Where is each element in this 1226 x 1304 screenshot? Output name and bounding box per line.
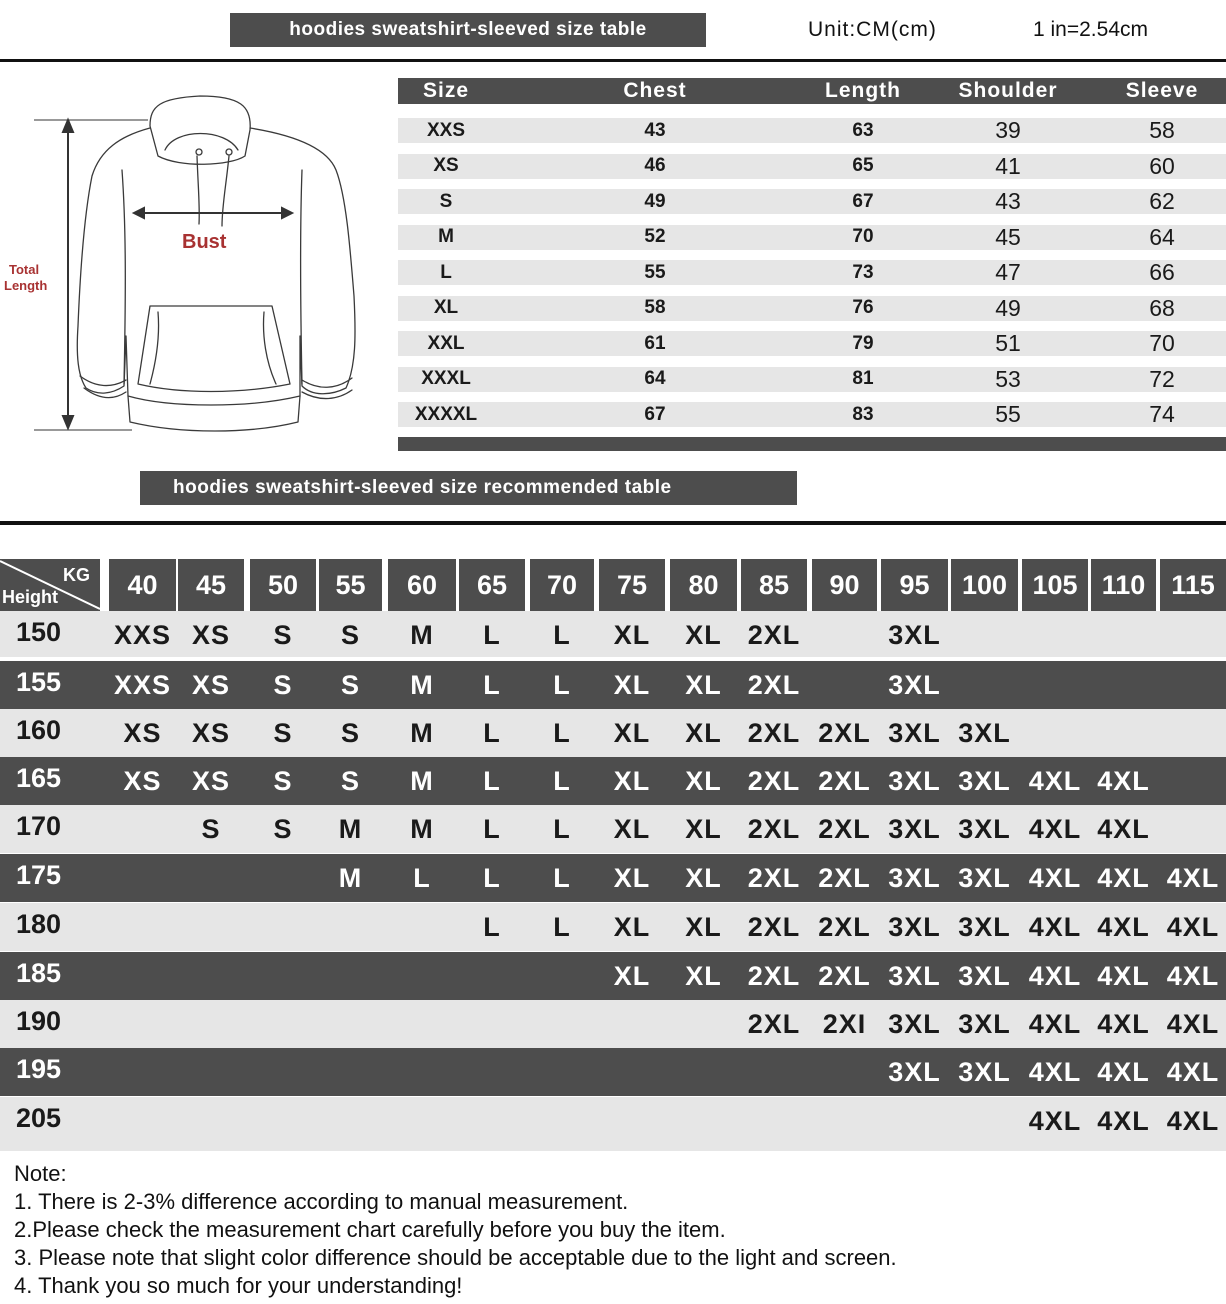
size-recommendation: 4XL bbox=[1097, 1106, 1150, 1136]
size-recommendation: L bbox=[483, 863, 501, 893]
size-table-header bbox=[398, 78, 1226, 104]
recommended-row bbox=[0, 1097, 1226, 1151]
size-cell: 79 bbox=[852, 332, 874, 354]
size-recommendation: S bbox=[273, 670, 293, 700]
size-cell: 39 bbox=[995, 117, 1021, 143]
size-recommendation: L bbox=[553, 718, 571, 748]
size-recommendation: 2XL bbox=[747, 670, 801, 700]
size-recommendation: 2XL bbox=[818, 912, 871, 942]
size-table-row bbox=[398, 118, 1226, 143]
height-value: 175 bbox=[16, 860, 62, 890]
size-cell: 65 bbox=[852, 155, 874, 176]
size-recommendation: XL bbox=[613, 670, 651, 700]
size-recommendation: L bbox=[483, 766, 501, 796]
size-recommendation: S bbox=[340, 766, 361, 796]
size-recommendation: M bbox=[410, 620, 434, 650]
size-recommendation: 4XL bbox=[1097, 1009, 1150, 1039]
bust-label: Bust bbox=[182, 231, 227, 253]
size-cell: 67 bbox=[852, 190, 874, 212]
size-recommendation: 4XL bbox=[1166, 1009, 1220, 1039]
size-recommendation: L bbox=[553, 863, 571, 893]
size-table-row bbox=[398, 331, 1226, 356]
size-recommendation: 3XL bbox=[958, 1009, 1011, 1039]
size-recommendation: 3XL bbox=[888, 766, 941, 796]
size-cell: XXL bbox=[427, 332, 465, 354]
size-recommendation: L bbox=[553, 766, 571, 796]
weight-header: 55 bbox=[319, 559, 382, 611]
recommended-row bbox=[0, 854, 1226, 902]
size-recommendation: L bbox=[483, 620, 501, 650]
size-recommendation: XS bbox=[123, 718, 162, 748]
weight-header: 45 bbox=[178, 559, 244, 611]
size-cell: 67 bbox=[644, 403, 666, 425]
size-recommendation: 3XL bbox=[958, 863, 1011, 893]
corner-cell bbox=[0, 559, 100, 611]
size-recommendation: S bbox=[340, 670, 361, 700]
weight-header: 70 bbox=[530, 559, 594, 611]
size-recommendation: XL bbox=[613, 620, 651, 650]
size-recommendation: XL bbox=[685, 912, 722, 942]
note-line: 2.Please check the measurement chart carefully before you buy the item. bbox=[14, 1217, 726, 1242]
weight-header: 105 bbox=[1022, 559, 1088, 611]
size-recommendation: S bbox=[340, 718, 361, 748]
size-recommendation: 3XL bbox=[958, 912, 1011, 942]
size-cell: 66 bbox=[1149, 259, 1175, 285]
size-recommendation: 3XL bbox=[888, 670, 941, 700]
size-recommendation: 4XL bbox=[1097, 1057, 1150, 1087]
size-cell: XL bbox=[433, 297, 459, 318]
top-divider bbox=[0, 59, 1226, 62]
size-recommendation: 4XL bbox=[1166, 863, 1220, 893]
body-outline bbox=[77, 128, 355, 405]
size-recommendation: 3XL bbox=[958, 814, 1011, 844]
size-cell: 63 bbox=[852, 119, 874, 141]
size-table-row bbox=[398, 260, 1226, 285]
size-recommendation: L bbox=[483, 912, 501, 942]
size-recommendation: 2XL bbox=[747, 1009, 801, 1039]
size-recommendation: S bbox=[273, 718, 293, 748]
middle-divider bbox=[0, 521, 1226, 525]
size-recommendation: XL bbox=[685, 961, 722, 991]
size-recommendation: 3XL bbox=[888, 1057, 941, 1087]
size-recommendation: XS bbox=[191, 670, 231, 700]
size-recommendation: 2XL bbox=[818, 863, 871, 893]
size-recommendation: 4XL bbox=[1097, 912, 1150, 942]
size-recommendation: 4XL bbox=[1028, 863, 1082, 893]
size-recommendation: 4XL bbox=[1097, 814, 1150, 844]
size-recommendation: 4XL bbox=[1028, 1106, 1082, 1136]
size-recommendation: 4XL bbox=[1166, 1057, 1220, 1087]
size-recommendation: M bbox=[338, 863, 363, 893]
size-recommendation: 2XL bbox=[747, 863, 801, 893]
size-recommendation: M bbox=[338, 814, 363, 844]
height-value: 160 bbox=[16, 715, 62, 745]
size-cell: 73 bbox=[852, 261, 874, 283]
size-cell: 55 bbox=[644, 261, 666, 283]
size-recommendation: 4XL bbox=[1028, 912, 1082, 942]
size-recommendation: 2XL bbox=[747, 766, 801, 796]
weight-header: 110 bbox=[1091, 559, 1156, 611]
notes-title: Note: bbox=[14, 1161, 67, 1186]
pocket-outline bbox=[138, 306, 290, 392]
height-value: 205 bbox=[16, 1103, 62, 1133]
note-line: 4. Thank you so much for your understanding! bbox=[14, 1273, 463, 1298]
size-recommendation: 3XL bbox=[888, 863, 941, 893]
size-table-row bbox=[398, 296, 1226, 321]
col-shoulder: Shoulder bbox=[958, 79, 1058, 102]
size-cell: 68 bbox=[1149, 294, 1175, 321]
size-recommendation: 3XL bbox=[888, 814, 941, 844]
size-recommendation: 3XL bbox=[888, 912, 941, 942]
size-table-title: hoodies sweatshirt-sleeved size table bbox=[230, 13, 706, 47]
unit-label: Unit:CM(cm) bbox=[808, 18, 937, 41]
size-cell: 83 bbox=[852, 403, 874, 425]
size-recommendation: 3XL bbox=[958, 1057, 1011, 1087]
weight-header: 50 bbox=[250, 559, 316, 611]
size-cell: M bbox=[438, 226, 454, 247]
hoodie-illustration bbox=[0, 66, 392, 446]
size-table-row bbox=[398, 367, 1226, 392]
size-recommendation: S bbox=[273, 814, 293, 844]
size-cell: 55 bbox=[995, 401, 1021, 427]
size-recommendation: 3XL bbox=[958, 766, 1011, 796]
size-recommendation: L bbox=[553, 814, 571, 844]
size-recommendation: 3XL bbox=[888, 718, 941, 748]
size-recommendation: XL bbox=[613, 718, 651, 748]
size-recommendation: XXS bbox=[113, 620, 172, 650]
size-recommendation: 4XL bbox=[1166, 912, 1220, 942]
size-recommendation: L bbox=[483, 670, 501, 700]
size-recommendation: XL bbox=[613, 814, 651, 844]
size-recommendation: 4XL bbox=[1097, 961, 1150, 991]
size-recommendation: 2XL bbox=[747, 912, 801, 942]
size-recommendation: XXS bbox=[113, 670, 172, 700]
size-recommendation: M bbox=[410, 814, 434, 844]
size-cell: 60 bbox=[1149, 152, 1175, 179]
total-length-label: Total bbox=[9, 262, 40, 277]
size-recommendation: XS bbox=[191, 718, 231, 748]
size-recommendation: XL bbox=[685, 863, 722, 893]
total-length-label-2: Length bbox=[4, 278, 48, 293]
size-recommendation: 4XL bbox=[1166, 1106, 1220, 1136]
col-size: Size bbox=[422, 79, 470, 102]
size-cell: 53 bbox=[995, 365, 1021, 392]
recommended-row bbox=[0, 709, 1226, 757]
hood-outline bbox=[150, 96, 250, 164]
height-value: 190 bbox=[16, 1006, 62, 1036]
size-recommendation: XL bbox=[685, 718, 722, 748]
recommended-row bbox=[0, 903, 1226, 951]
size-recommendation: 2XI bbox=[822, 1009, 867, 1039]
size-recommendation: 3XL bbox=[958, 961, 1011, 991]
size-recommendation: XS bbox=[191, 766, 231, 796]
weight-header: 75 bbox=[599, 559, 665, 611]
size-recommendation: XS bbox=[191, 620, 231, 650]
conversion-label: 1 in=2.54cm bbox=[1033, 18, 1148, 41]
size-recommendation: 3XL bbox=[888, 1009, 941, 1039]
size-recommendation: 4XL bbox=[1028, 1009, 1082, 1039]
weight-header: 115 bbox=[1160, 559, 1226, 611]
size-cell: XXS bbox=[426, 119, 466, 141]
height-value: 150 bbox=[16, 617, 62, 647]
size-cell: 64 bbox=[1149, 223, 1175, 250]
size-cell: 62 bbox=[1149, 188, 1175, 214]
size-cell: 72 bbox=[1149, 365, 1175, 392]
size-recommendation: L bbox=[413, 863, 431, 893]
size-cell: 49 bbox=[995, 294, 1021, 321]
size-cell: 76 bbox=[852, 297, 874, 318]
size-recommendation: XL bbox=[685, 670, 722, 700]
note-line: 3. Please note that slight color difference should be acceptable due to the light and screen. bbox=[14, 1245, 897, 1270]
size-cell: L bbox=[440, 261, 452, 283]
weight-header: 85 bbox=[741, 559, 807, 611]
height-value: 195 bbox=[16, 1054, 62, 1084]
size-recommendation: XL bbox=[613, 961, 651, 991]
size-recommendation: 2XL bbox=[747, 718, 801, 748]
col-sleeve: Sleeve bbox=[1125, 79, 1199, 102]
size-recommendation: XL bbox=[613, 863, 651, 893]
height-value: 185 bbox=[16, 958, 62, 988]
size-cell: 74 bbox=[1149, 401, 1175, 427]
size-recommendation: S bbox=[201, 814, 221, 844]
size-recommendation: S bbox=[273, 620, 293, 650]
size-recommendation: L bbox=[483, 718, 501, 748]
size-cell: 51 bbox=[995, 330, 1021, 356]
size-recommendation: 3XL bbox=[958, 718, 1011, 748]
size-recommendation: M bbox=[410, 766, 434, 796]
size-recommendation: 4XL bbox=[1097, 863, 1150, 893]
height-label: Height bbox=[2, 587, 58, 607]
size-table-row bbox=[398, 154, 1226, 179]
col-length: Length bbox=[825, 79, 901, 102]
size-cell: 61 bbox=[644, 332, 666, 354]
recommended-size-table bbox=[0, 559, 1226, 1136]
height-value: 180 bbox=[16, 909, 62, 939]
size-recommendation: XL bbox=[613, 766, 651, 796]
size-recommendation: 4XL bbox=[1028, 814, 1082, 844]
weight-header: 60 bbox=[388, 559, 456, 611]
size-recommendation: 3XL bbox=[888, 961, 941, 991]
height-value: 155 bbox=[16, 667, 62, 697]
size-recommendation: M bbox=[410, 670, 434, 700]
size-recommendation: 4XL bbox=[1028, 766, 1082, 796]
size-recommendation: L bbox=[483, 814, 501, 844]
size-recommendation: 2XL bbox=[818, 766, 871, 796]
size-recommendation: 3XL bbox=[888, 620, 941, 650]
size-recommendation: S bbox=[340, 620, 361, 650]
size-recommendation: 2XL bbox=[818, 718, 871, 748]
size-recommendation: 4XL bbox=[1028, 961, 1082, 991]
recommended-row bbox=[0, 1048, 1226, 1096]
size-recommendation: 4XL bbox=[1028, 1057, 1082, 1087]
size-cell: 58 bbox=[1149, 117, 1175, 143]
weight-header: 80 bbox=[670, 559, 737, 611]
recommended-row bbox=[0, 805, 1226, 853]
size-recommendation: L bbox=[553, 670, 571, 700]
weight-header: 95 bbox=[881, 559, 948, 611]
size-recommendation: XL bbox=[685, 766, 722, 796]
size-cell: 41 bbox=[995, 152, 1021, 179]
size-recommendation: XL bbox=[685, 620, 722, 650]
size-cell: 45 bbox=[995, 223, 1021, 250]
weight-header: 100 bbox=[951, 559, 1018, 611]
size-table-row bbox=[398, 189, 1226, 214]
size-recommendation: M bbox=[410, 718, 434, 748]
size-cell: 52 bbox=[644, 226, 666, 247]
size-cell: 49 bbox=[644, 190, 666, 212]
recommended-table-header bbox=[0, 559, 1226, 611]
size-recommendation: L bbox=[553, 620, 571, 650]
size-table-footer bbox=[398, 437, 1226, 451]
size-recommendation: XS bbox=[123, 766, 162, 796]
recommended-table-title: hoodies sweatshirt-sleeved size recommended table bbox=[140, 471, 797, 505]
recommended-row bbox=[0, 1000, 1226, 1048]
kg-label: KG bbox=[63, 565, 90, 585]
size-cell: 43 bbox=[644, 119, 666, 141]
size-recommendation: 2XL bbox=[747, 814, 801, 844]
size-recommendation: S bbox=[273, 766, 293, 796]
recommended-row bbox=[0, 757, 1226, 805]
notes bbox=[14, 1160, 897, 1300]
weight-header: 65 bbox=[459, 559, 525, 611]
height-value: 170 bbox=[16, 811, 62, 841]
size-recommendation: 4XL bbox=[1097, 766, 1150, 796]
size-recommendation: 4XL bbox=[1166, 961, 1220, 991]
size-cell: 43 bbox=[995, 188, 1021, 214]
size-recommendation: XL bbox=[685, 814, 722, 844]
size-table-row bbox=[398, 402, 1226, 427]
weight-header: 40 bbox=[109, 559, 176, 611]
size-cell: 81 bbox=[852, 368, 874, 389]
size-cell: 47 bbox=[995, 259, 1021, 285]
height-value: 165 bbox=[16, 763, 62, 793]
size-table bbox=[398, 78, 1226, 451]
recommended-row bbox=[0, 661, 1226, 709]
col-chest: Chest bbox=[623, 79, 687, 102]
size-cell: 64 bbox=[644, 368, 666, 389]
note-line: 1. There is 2-3% difference according to manual measurement. bbox=[14, 1189, 629, 1214]
size-table-row bbox=[398, 225, 1226, 250]
size-cell: XXXXL bbox=[414, 403, 478, 425]
weight-header: 90 bbox=[812, 559, 877, 611]
size-recommendation: 2XL bbox=[747, 620, 801, 650]
recommended-row bbox=[0, 952, 1226, 1000]
size-recommendation: 2XL bbox=[818, 961, 871, 991]
recommended-row bbox=[0, 611, 1226, 657]
size-recommendation: XL bbox=[613, 912, 651, 942]
size-recommendation: L bbox=[553, 912, 571, 942]
size-cell: 70 bbox=[852, 226, 874, 247]
size-cell: 46 bbox=[644, 155, 666, 176]
size-recommendation: 2XL bbox=[818, 814, 871, 844]
size-recommendation: 2XL bbox=[747, 961, 801, 991]
size-cell: 58 bbox=[644, 297, 666, 318]
size-cell: 70 bbox=[1149, 330, 1175, 356]
size-cell: XS bbox=[433, 155, 459, 176]
size-cell: S bbox=[439, 190, 453, 212]
size-cell: XXXL bbox=[421, 368, 471, 389]
